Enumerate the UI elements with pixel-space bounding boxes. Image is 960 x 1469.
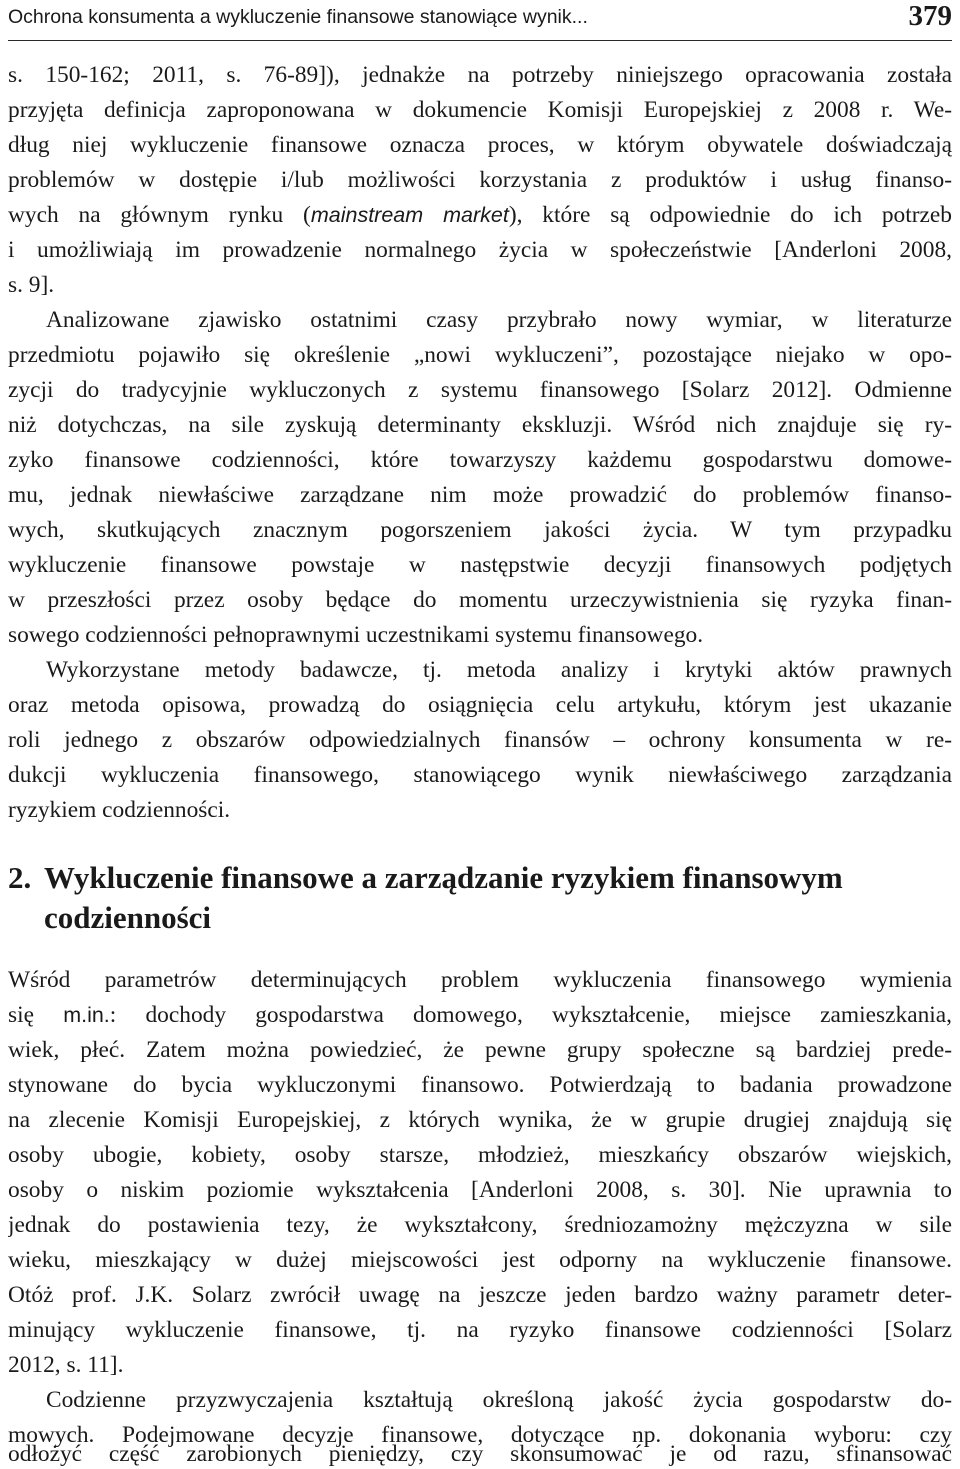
page-number: 379 [908, 0, 952, 32]
text-line: oraz metoda opisowa, prowadzą do osiągnięcia celu artykułu, którym jest ukazanie [8, 692, 952, 718]
paragraph-first-line: Codzienne przyzwyczajenia kształtują określoną jakość życia gospodarstw do- [46, 1387, 952, 1413]
text-line: wych, skutkujących znacznym pogorszeniem jakości życia. W tym przypadku [8, 517, 952, 543]
abbreviation: m.in. [63, 1003, 110, 1027]
paragraph-first-line: Wykorzystane metody badawcze, tj. metoda analizy i krytyki aktów prawnych [46, 657, 952, 683]
text-span: : dochody gospodarstwa domowego, wykształcenie, miejsce zamieszkania, [109, 1002, 952, 1028]
text-span: się [8, 1002, 64, 1028]
text-line: 2012, s. 11]. [8, 1352, 124, 1378]
text-line: i umożliwiają im prowadzenie normalnego życia w społeczeństwie [Anderloni 2008, [8, 237, 952, 263]
text-line: mowych. Podejmowane decyzje finansowe, dotyczące np. dokonania wyboru: czy [8, 1422, 952, 1448]
section-heading [8, 858, 952, 898]
text-line: Otóż prof. J.K. Solarz zwrócił uwagę na jeszcze jeden bardzo ważny parametr deter- [8, 1282, 952, 1308]
text-line: sowego codzienności pełnoprawnymi uczestnikami systemu finansowego. [8, 622, 704, 648]
text-line: Wśród parametrów determinujących problem wykluczenia finansowego wymienia [8, 967, 952, 993]
paragraph-first-line: Analizowane zjawisko ostatnimi czasy przybrało nowy wymiar, w literaturze [46, 307, 952, 333]
text-line: wykluczenie finansowe powstaje w następstwie decyzji finansowych podjętych [8, 552, 952, 578]
text-line: przyjęta definicja zaproponowana w dokumencie Komisji Europejskiej z 2008 r. We- [8, 97, 952, 123]
text-line: roli jednego z obszarów odpowiedzialnych finansów – ochrony konsumenta w re- [8, 727, 952, 753]
text-line: mu, jednak niewłaściwe zarządzane nim może prowadzić do problemów finanso- [8, 482, 952, 508]
section-title-line-1: Wykluczenie finansowe a zarządzanie ryzykiem finansowym [44, 860, 843, 895]
text-line: wiek, płeć. Zatem można powiedzieć, że pewne grupy społeczne są bardziej prede- [8, 1037, 952, 1063]
text-line: wieku, mieszkający w dużej miejscowości jest odporny na wykluczenie finansowe. [8, 1247, 952, 1273]
text-line: s. 150-162; 2011, s. 76-89]), jednakże na potrzeby niniejszego opracowania została [8, 62, 952, 88]
text-line: przedmiotu pojawiło się określenie „nowi wykluczeni”, pozostające niejako w opo- [8, 342, 952, 368]
text-line: dług niej wykluczenie finansowe oznacza proces, w którym obywatele doświadczają [8, 132, 952, 158]
text-span: wych na głównym rynku ( [8, 202, 311, 228]
text-line: osoby ubogie, kobiety, osoby starsze, młodzież, mieszkańcy obszarów wiejskich, [8, 1142, 952, 1168]
section-number: 2. [8, 860, 32, 895]
text-line-with-abbrev [8, 1000, 952, 1030]
text-line: na zlecenie Komisji Europejskiej, z których wynika, że w grupie drugiej znajdują się [8, 1107, 952, 1133]
text-span: ), które są odpowiednie do ich potrzeb [508, 202, 952, 228]
text-line: dukcji wykluczenia finansowego, stanowiącego wynik niewłaściwego zarządzania [8, 762, 952, 788]
text-line: odłożyć część zarobionych pieniędzy, czy skonsumować je od razu, sfinansować [8, 1441, 952, 1467]
running-title: Ochrona konsumenta a wykluczenie finansowe stanowiące wynik... [8, 6, 588, 28]
italic-term: mainstream market [310, 203, 509, 227]
text-line: osoby o niskim poziomie wykształcenia [Anderloni 2008, s. 30]. Nie uprawnia to [8, 1177, 952, 1203]
text-line: zyko finansowe codzienności, które towarzyszy każdemu gospodarstwu domowe- [8, 447, 952, 473]
text-line: zycji do tradycyjnie wykluczonych z systemu finansowego [Solarz 2012]. Odmienne [8, 377, 952, 403]
text-line: jednak do postawienia tezy, że wykształcony, średniozamożny mężczyzna w sile [8, 1212, 952, 1238]
section-title-line-2: codzienności [44, 900, 212, 935]
text-line: stynowane do bycia wykluczonymi finansowo. Potwierdzają to badania prowadzone [8, 1072, 952, 1098]
text-line: ryzykiem codzienności. [8, 797, 231, 823]
text-line: niż dotychczas, na sile zyskują determinanty ekskluzji. Wśród nich znajduje się ry- [8, 412, 952, 438]
text-line: minujący wykluczenie finansowe, tj. na ryzyko finansowe codzienności [Solarz [8, 1317, 952, 1343]
running-header [8, 0, 952, 41]
text-line-with-italic [8, 200, 952, 230]
text-line: s. 9]. [8, 272, 55, 298]
text-line: w przeszłości przez osoby będące do momentu urzeczywistnienia się ryzyka finan- [8, 587, 952, 613]
text-line: problemów w dostępie i/lub możliwości korzystania z produktów i usług finanso- [8, 167, 952, 193]
